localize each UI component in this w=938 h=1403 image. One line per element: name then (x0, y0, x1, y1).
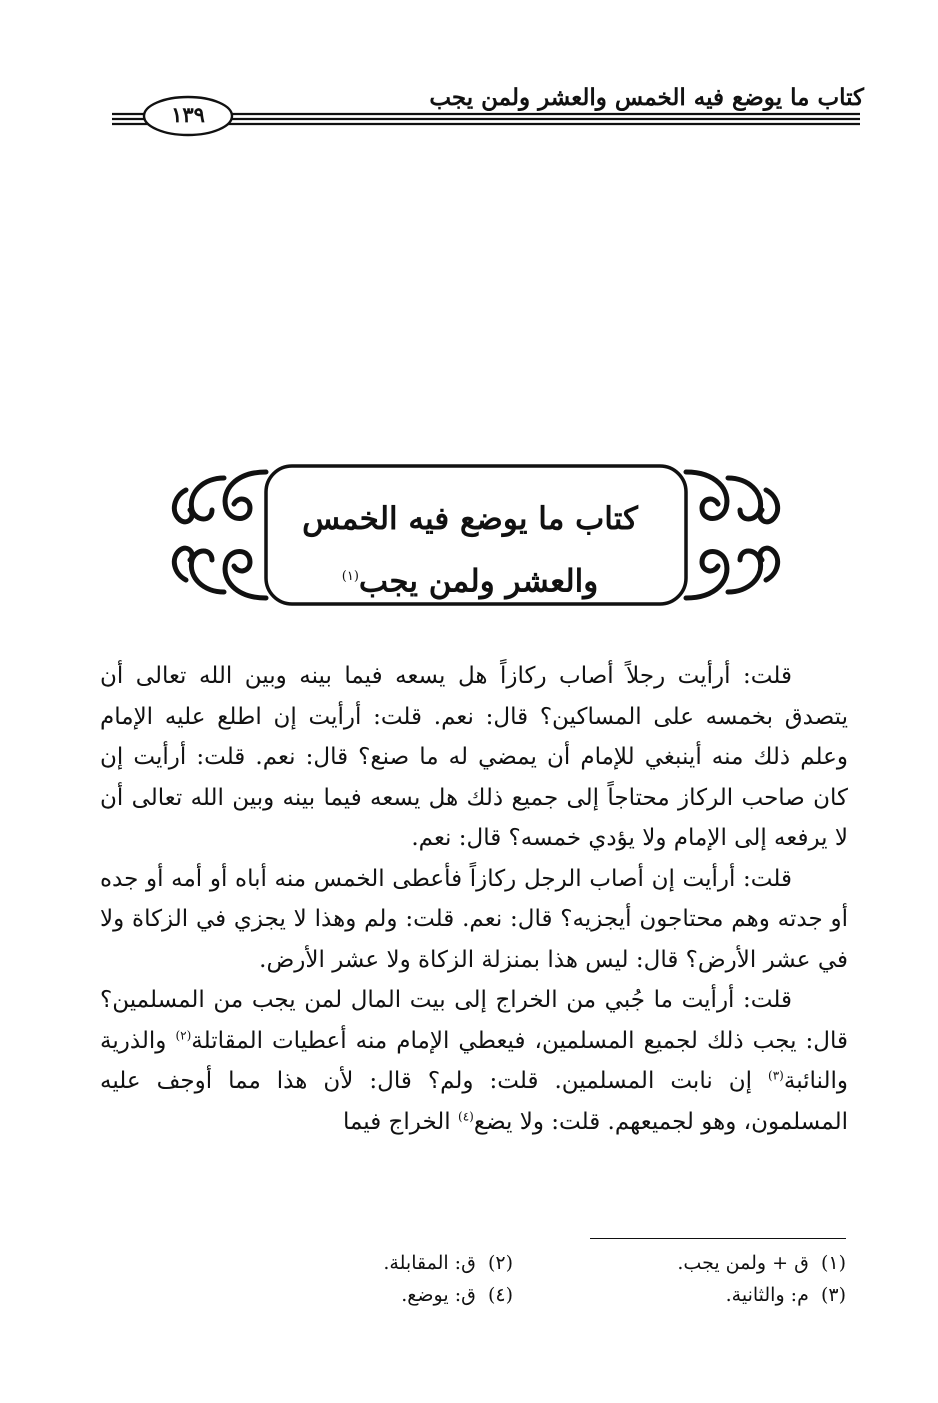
footnote-ref-4: (٤) (458, 1108, 474, 1123)
footnote-number: (٤) (487, 1284, 513, 1306)
footnote-4 (220, 1284, 513, 1306)
footnote-number: (٣) (820, 1284, 846, 1306)
paragraph-3-part-c: إن نابت المسلمين. قلت: ولم؟ قال: لأن هذا مما أوجف عليه المسلمون، وهو لجميعهم. قلت: ولا يضع (100, 1068, 848, 1135)
footnote-number: (١) (820, 1252, 846, 1274)
running-title: كتاب ما يوضع فيه الخمس والعشر ولمن يجب (429, 84, 864, 111)
paragraph-3-part-b: والذرية والنائبة (100, 1027, 848, 1094)
footnote-3 (553, 1284, 846, 1306)
page-number: ١٣٩ (171, 101, 205, 127)
paragraph-3-part-a: قلت: أرأيت ما جُبي من الخراج إلى بيت المال لمن يجب من المسلمين؟ قال: يجب ذلك لجميع المسلمين، فيعطي الإمام منه أعطيات المقاتلة (100, 987, 848, 1054)
footnote-separator (590, 1238, 846, 1239)
footnote-ref-2: (٢) (175, 1027, 192, 1042)
footnote-text: ق: المقابلة. (383, 1252, 476, 1274)
paragraph-3 (100, 980, 848, 1142)
chapter-title (260, 490, 680, 610)
chapter-title-line-2 (260, 548, 680, 610)
chapter-title-footnote-ref: (١) (341, 569, 359, 584)
right-scroll-ornament (686, 472, 778, 598)
body-text (100, 656, 848, 1142)
footnote-ref-3: (٣) (768, 1068, 784, 1083)
paragraph-3-part-d: الخراج فيما (342, 1108, 459, 1135)
paragraph-1: قلت: أرأيت رجلاً أصاب ركازاً هل يسعه فيما بينه وبين الله تعالى أن يتصدق بخمسه على المساكين؟ قال: نعم. قلت: أرأيت إن اطلع عليه الإمام وعلم ذلك منه أينبغي للإمام أن يمضي له ما صنع؟ قال: نعم. قلت: أرأيت إن كان صاحب الركاز محتاجاً إلى جميع ذلك هل يسعه فيما بينه وبين الله تعالى أن لا يرفعه إلى الإمام ولا يؤدي خمسه؟ قال: نعم. (100, 663, 848, 851)
footnote-1 (553, 1252, 846, 1274)
paragraph-2: قلت: أرأيت إن أصاب الرجل ركازاً فأعطى الخمس منه أباه أو أمه أو جده أو جدته وهم محتاجون أيجزيه؟ قال: نعم. قلت: ولم وهذا لا يجزي في الزكاة ولا في عشر الأرض؟ قال: ليس هذا بمنزلة الزكاة ولا عشر الأرض. (100, 865, 848, 973)
footnotes (220, 1252, 846, 1306)
footnote-text: م: والثانية. (725, 1284, 809, 1306)
footnote-text: ق + ولمن يجب. (677, 1252, 809, 1274)
footnote-number: (٢) (487, 1252, 513, 1274)
footnote-2 (220, 1252, 513, 1274)
header-rule (112, 0, 872, 140)
left-scroll-ornament (174, 472, 266, 598)
footnote-text: ق: يوضع. (401, 1284, 476, 1306)
chapter-title-line-1: كتاب ما يوضع فيه الخمس (302, 501, 638, 537)
chapter-title-line-2-text: والعشر ولمن يجب (358, 563, 599, 600)
